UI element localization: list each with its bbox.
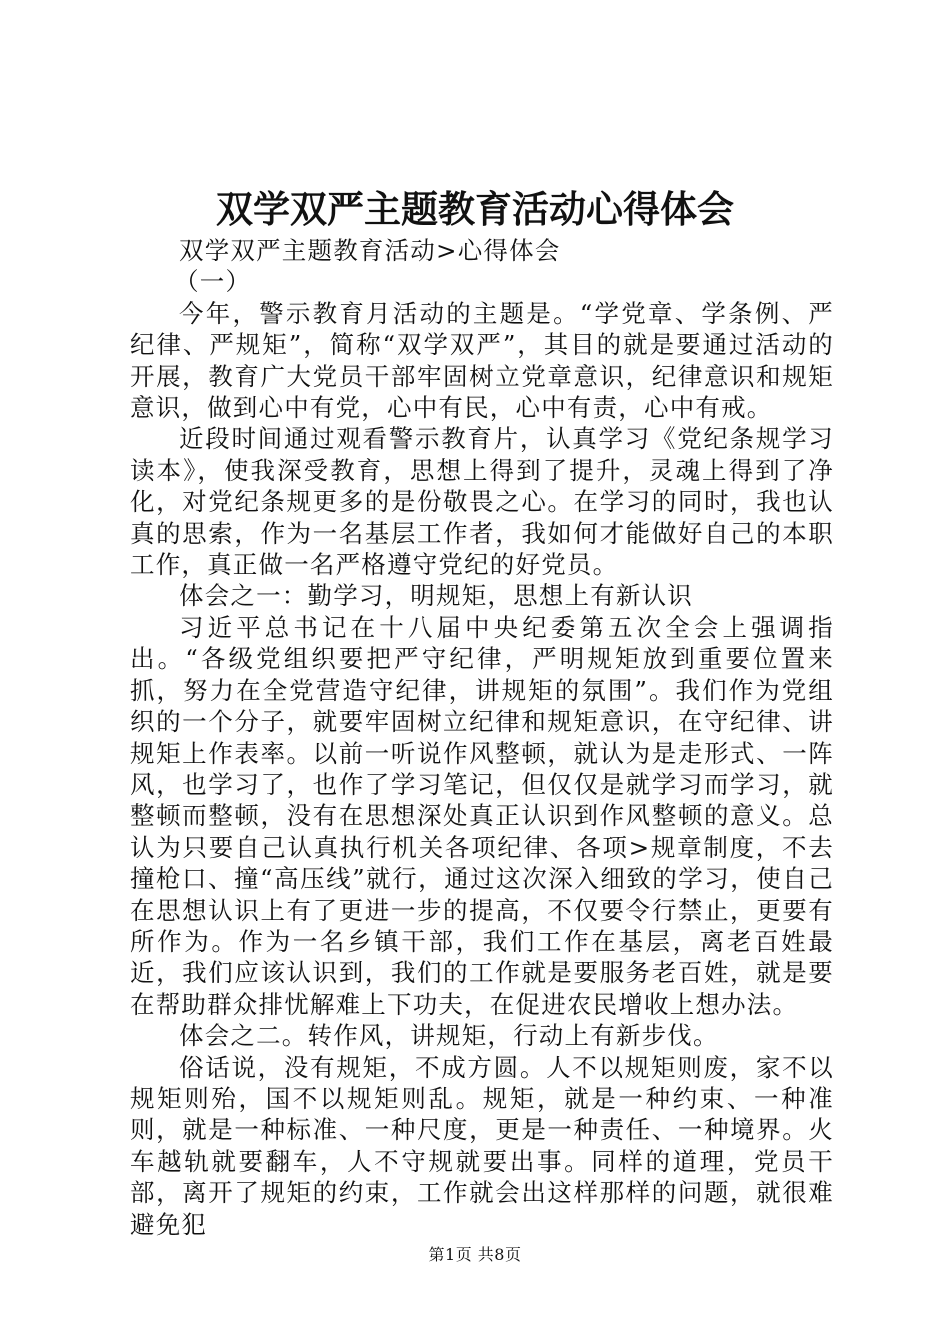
page-footer: 第1页 共8页 — [428, 1245, 522, 1264]
section-heading: 体会之一：勤学习，明规矩，思想上有新认识 — [179, 581, 693, 611]
document-body — [130, 235, 834, 1240]
paragraph: 习近平总书记在十八届中央纪委第五次全会上强调指出。“各级党组织要把严守纪律，严明规矩放到重要位置来抓，努力在全党营造守纪律，讲规矩的氛围”。我们作为党组织的一个分子，就要牢固树立纪律和规矩意识，在守纪律、讲规矩上作表率。以前一听说作风整顿，就认为是走形式、一阵风，也学习了，也作了学习笔记，但仅仅是就学习而学习，就整顿而整顿，没有在思想深处真正认识到作风整顿的意义。总认为只要自己认真执行机关各项纪律、各项>规章制度，不去撞枪口、撞“高压线”就行，通过这次深入细致的学习，使自己在思想认识上有了更进一步的提高，不仅要令行禁止，更要有所作为。作为一名乡镇干部，我们工作在基层，离老百姓最近，我们应该认识到，我们的工作就是要服务老百姓，就是要在帮助群众排忧解难上下功夫，在促进农民增收上想办法。 — [130, 612, 834, 1019]
section-number: （一） — [174, 267, 252, 297]
paragraph: 俗话说，没有规矩，不成方圆。人不以规矩则废，家不以规矩则殆，国不以规矩则乱。规矩，就是一种约束、一种准则，就是一种标准、一种尺度，更是一种责任、一种境界。火车越轨就要翻车，人不守规就要出事。同样的道理，党员干部，离开了规矩的约束，工作就会出这样那样的问题，就很难避免犯 — [130, 1052, 834, 1239]
subtitle-line: 双学双严主题教育活动>心得体会 — [179, 236, 561, 265]
document-title: 双学双严主题教育活动心得体会 — [216, 187, 734, 231]
paragraph: 近段时间通过观看警示教育片，认真学习《党纪条规学习读本》，使我深受教育，思想上得到了提升，灵魂上得到了净化，对党纪条规更多的是份敬畏之心。在学习的同时，我也认真的思索，作为一名基层工作者，我如何才能做好自己的本职工作，真正做一名严格遵守党纪的好党员。 — [130, 424, 834, 580]
paragraph: 今年，警示教育月活动的主题是。“学党章、学条例、严纪律、严规矩”，简称“双学双严”，其目的就是要通过活动的开展，教育广大党员干部牢固树立党章意识，纪律意识和规矩意识，做到心中有党，心中有民，心中有责，心中有戒。 — [130, 298, 834, 423]
section-heading: 体会之二。转作风，讲规矩，行动上有新步伐。 — [179, 1021, 719, 1051]
